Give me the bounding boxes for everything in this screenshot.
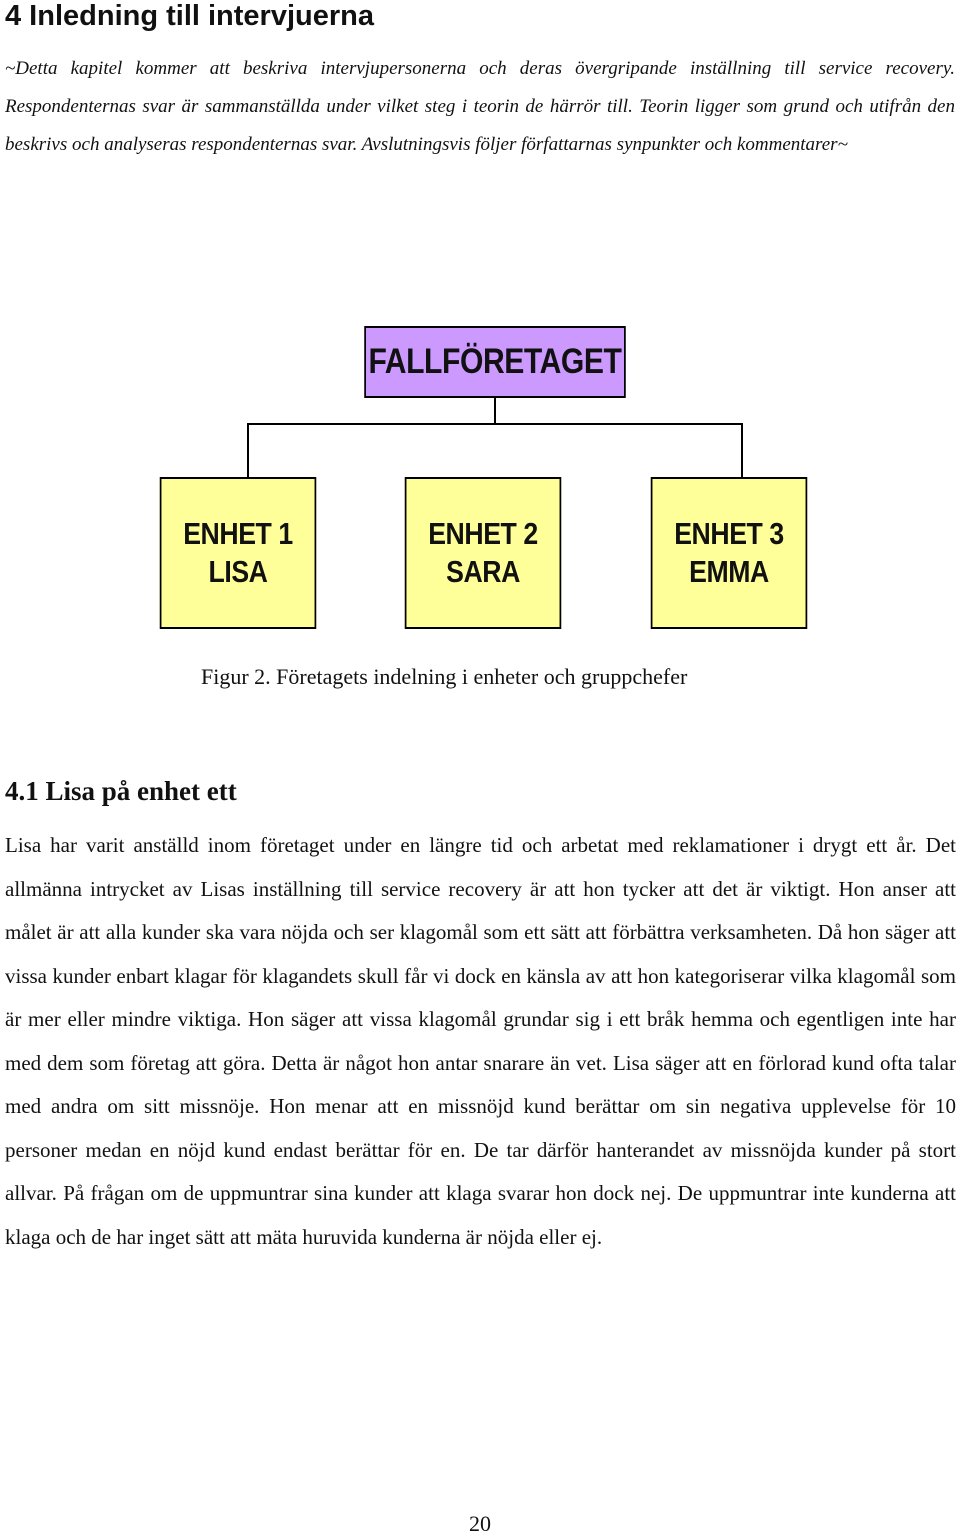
connector-stem: [494, 398, 496, 424]
unit-person: SARA: [446, 554, 520, 589]
connector-right: [741, 423, 743, 478]
unit-label: ENHET 2: [428, 516, 538, 551]
unit-box-2: [405, 477, 562, 629]
section-heading: 4.1 Lisa på enhet ett: [5, 776, 237, 806]
company-box: FALLFÖRETAGET: [364, 326, 625, 398]
section-body: Lisa har varit anställd inom företaget under en längre tid och arbetat med reklamationer i drygt ett år. Det allmänna intrycket av Lisas inställning till service recovery är att hon tycker att det är viktigt. Hon anser att målet är att alla kunder ska vara nöjda och ser klagomål som ett sätt att förbättra verksamheten. Då hon säger att vissa kunder enbart klagar för klagandets skull får vi dock en känsla av att hon kategoriserar vilka klagomål som är mer eller mindre viktiga. Hon säger att vissa klagomål grundar sig i ett bråk hemma och egentligen inte har med dem som företag att göra. Detta är något hon antar snarare än vet. Lisa säger att en förlorad kund ofta talar med andra om sitt missnöje. Hon menar att en missnöjd kund berättar om sin negativa upplevelse för 10 personer medan en nöjd kund endast berättar för en. De tar därför hanterandet av missnöjda kunder på stort allvar. På frågan om de uppmuntrar sina kunder att klaga svarar hon dock nej. De uppmuntrar inte kunderna att klaga och de har inget sätt att mäta huruvida kunderna är nöjda eller ej.: [5, 833, 956, 1249]
unit-box-1: [160, 477, 317, 629]
figure-caption: Figur 2. Företagets indelning i enheter och gruppchefer: [201, 664, 688, 689]
org-chart-figure: [0, 320, 960, 640]
connector-horizontal: [247, 423, 743, 425]
unit-box-3: [651, 477, 808, 629]
page-number: 20: [469, 1511, 491, 1536]
chapter-intro: ~Detta kapitel kommer att beskriva intervjupersonerna och deras övergripande inställning till service recovery. Respondenternas svar är sammanställda under vilket steg i teorin de härrör till. Teorin ligger som grund och utifrån den beskrivs och analyseras respondenternas svar. Avslutningsvis följer författarnas synpunkter och kommentarer~: [5, 58, 955, 155]
unit-person: LISA: [208, 554, 268, 589]
unit-label: ENHET 1: [183, 516, 293, 551]
unit-person: EMMA: [689, 554, 769, 589]
unit-label: ENHET 3: [674, 516, 784, 551]
chapter-heading: 4 Inledning till intervjuerna: [5, 0, 374, 32]
connector-left: [247, 423, 249, 478]
